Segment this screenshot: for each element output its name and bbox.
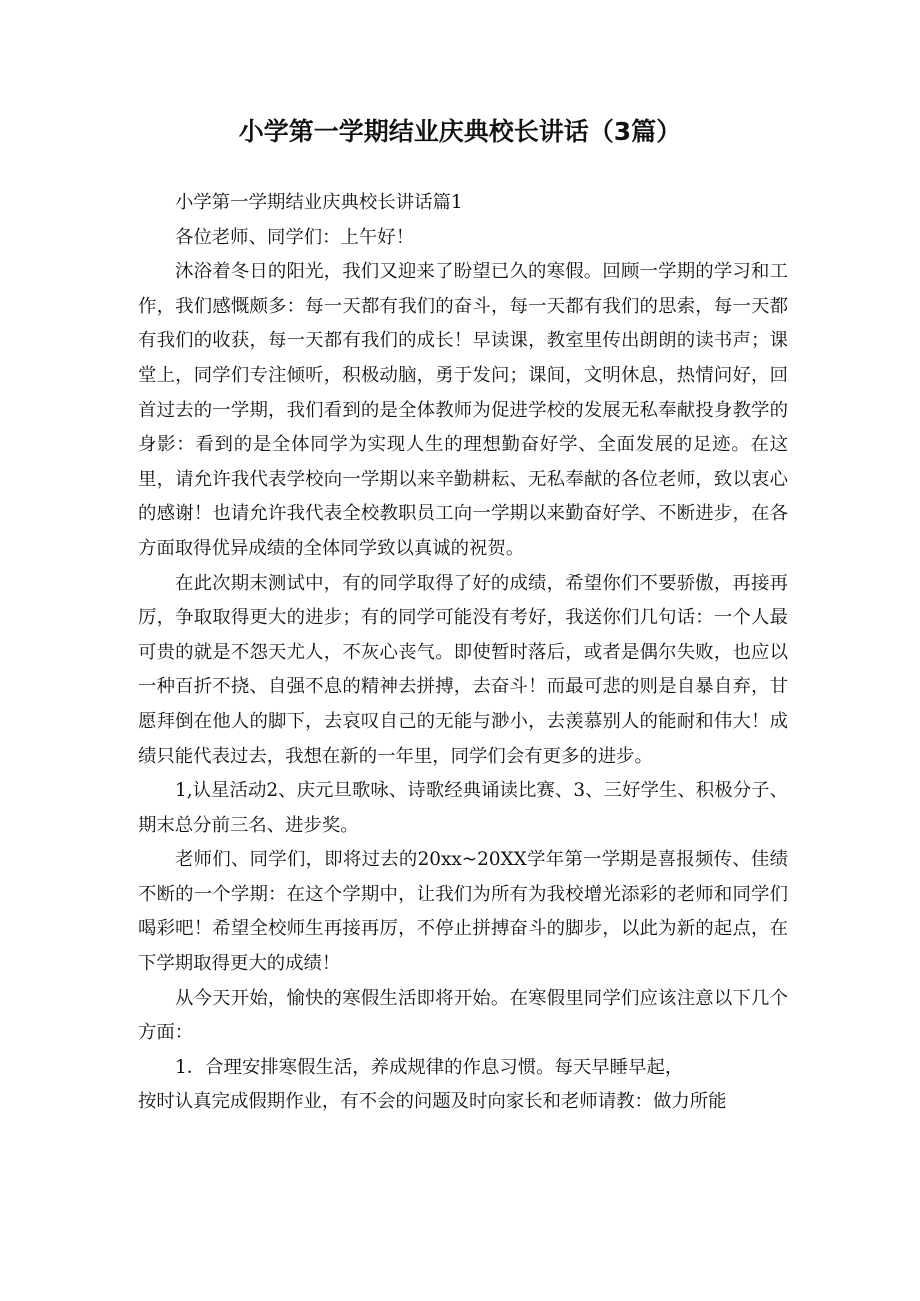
document-body [138,186,788,1120]
paragraph-winter-break: 从今天开始，愉快的寒假生活即将开始。在寒假里同学们应该注意以下几个方面： [138,987,788,1044]
document-title: 小学第一学期结业庆典校长讲话（3篇） [238,117,682,146]
paragraph-awards: 1,认星活动2、庆元旦歌咏、诗歌经典诵读比赛、3、三好学生、积极分子、期末总分前三名、进步奖。 [138,780,788,836]
paragraph-point-one: 1．合理安排寒假生活，养成规律的作息习惯。每天早睡早起， [175,1056,684,1078]
paragraph-continuation: 按时认真完成假期作业，有不会的问题及时向家长和老师请教：做力所能 [138,1091,727,1113]
greeting-paragraph: 各位老师、同学们：上午好！ [175,226,415,248]
paragraph-exam: 在此次期末测试中，有的同学取得了好的成绩，希望你们不要骄傲，再接再厉，争取取得更大的进步；有的同学可能没有考好，我送你们几句话：一个人最可贵的就是不怨天尤人，不灰心丧气。即使暂时落后，或者是偶尔失败，也应以一种百折不挠、自强不息的精神去拼搏，去奋斗！而最可悲的则是自暴自弃，甘愿拜倒在他人的脚下，去哀叹自己的无能与渺小，去羡慕别人的能耐和伟大！成绩只能代表过去，我想在新的一年里，同学们会有更多的进步。 [138,572,788,767]
section-subtitle: 小学第一学期结业庆典校长讲话篇1 [175,192,463,213]
paragraph-semester: 老师们、同学们，即将过去的20xx~20XX学年第一学期是喜报频传、佳绩不断的一个学期：在这个学期中，让我们为所有为我校增光添彩的老师和同学们喝彩吧！希望全校师生再接再厉，不停止拼搏奋斗的脚步，以此为新的起点，在下学期取得更大的成绩！ [138,849,788,975]
paragraph-review: 沐浴着冬日的阳光，我们又迎来了盼望已久的寒假。回顾一学期的学习和工作，我们感慨颇多：每一天都有我们的奋斗，每一天都有我们的思索，每一天都有我们的收获，每一天都有我们的成长！早读课，教室里传出朗朗的读书声；课堂上，同学们专注倾听，积极动脑，勇于发问；课间，文明休息，热情问好，回首过去的一学期，我们看到的是全体教师为促进学校的发展无私奉献投身教学的身影：看到的是全体同学为实现人生的理想勤奋好学、全面发展的足迹。在这里，请允许我代表学校向一学期以来辛勤耕耘、无私奉献的各位老师，致以衷心的感谢！也请允许我代表全校教职员工向一学期以来勤奋好学、不断进步，在各方面取得优异成绩的全体同学致以真诚的祝贺。 [138,261,788,559]
